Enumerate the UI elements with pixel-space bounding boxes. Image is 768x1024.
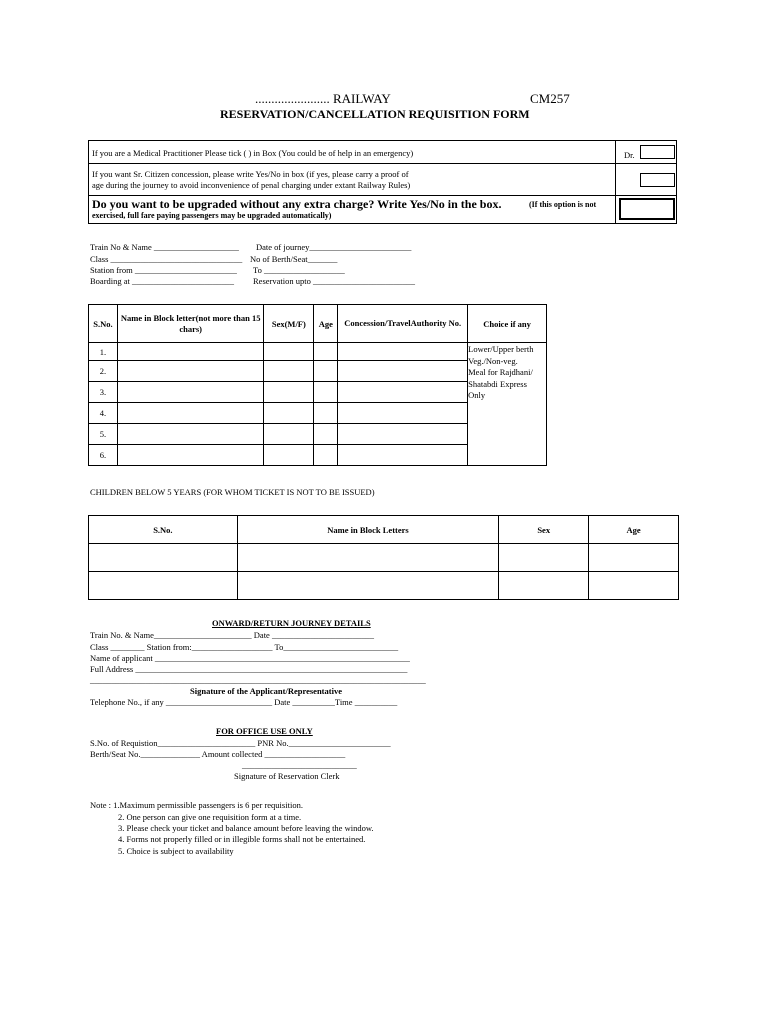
child-age-cell[interactable]	[589, 544, 679, 572]
concession-cell[interactable]	[338, 343, 468, 361]
upgrade-question: Do you want to be upgraded without any extra charge? Write Yes/No in the box.	[92, 197, 502, 211]
concession-cell[interactable]	[338, 361, 468, 382]
onward-class-field[interactable]: Class ________ Station from:___________________ To___________________________	[90, 642, 399, 652]
child-sno-cell[interactable]	[89, 544, 238, 572]
reservation-upto-field[interactable]: Reservation upto ________________________	[253, 276, 415, 286]
children-title: CHILDREN BELOW 5 YEARS (FOR WHOM TICKET IS NOT TO BE ISSUED)	[90, 487, 375, 497]
telephone-field[interactable]: Telephone No., if any _________________________ Date __________Time __________	[90, 697, 398, 707]
senior-citizen-text-1: If you want Sr. Citizen concession, please write Yes/No in box (if yes, please carry a proof of	[92, 169, 409, 179]
name-cell[interactable]	[117, 403, 263, 424]
note-4: 4. Forms not properly filled or in illegible forms shall not be entertained.	[118, 834, 366, 844]
age-cell[interactable]	[314, 382, 338, 403]
sex-cell[interactable]	[264, 382, 314, 403]
name-cell[interactable]	[117, 343, 263, 361]
child-sex-cell[interactable]	[499, 572, 589, 600]
note-1: Note : 1.Maximum permissible passengers is 6 per requisition.	[90, 800, 303, 810]
note-2: 2. One person can give one requisition form at a time.	[118, 812, 302, 822]
header-name: Name in Block letter(not more than 15 chars)	[117, 305, 263, 343]
age-cell[interactable]	[314, 361, 338, 382]
form-code: CM257	[530, 91, 570, 106]
senior-citizen-box[interactable]	[640, 173, 675, 187]
child-name-cell[interactable]	[237, 572, 499, 600]
concession-cell[interactable]	[338, 445, 468, 466]
row-number: 1.	[89, 343, 118, 361]
age-cell[interactable]	[314, 403, 338, 424]
form-title: RESERVATION/CANCELLATION REQUISITION FORM	[220, 107, 530, 121]
row-number: 2.	[89, 361, 118, 382]
note-3: 3. Please check your ticket and balance amount before leaving the window.	[118, 823, 374, 833]
age-cell[interactable]	[314, 424, 338, 445]
medical-practitioner-text: If you are a Medical Practitioner Please tick ( ) in Box (You could be of help in an emergency)	[92, 148, 414, 158]
clerk-signature-line: ___________________________	[242, 760, 357, 770]
concession-cell[interactable]	[338, 403, 468, 424]
train-no-name-field[interactable]: Train No & Name ____________________	[90, 242, 239, 252]
applicant-signature-label: Signature of the Applicant/Representative	[190, 686, 342, 696]
divider	[615, 140, 616, 224]
concession-cell[interactable]	[338, 382, 468, 403]
choice-only: Only	[468, 390, 486, 400]
header-concession: Concession/TravelAuthority No.	[338, 305, 468, 343]
table-row	[89, 572, 679, 600]
date-of-journey-field[interactable]: Date of journey________________________	[256, 242, 412, 252]
divider	[88, 163, 677, 164]
boarding-at-field[interactable]: Boarding at ________________________	[90, 276, 235, 286]
choice-shatabdi: Shatabdi Express	[468, 378, 527, 389]
row-number: 6.	[89, 445, 118, 466]
children-table	[88, 515, 679, 600]
child-header-age: Age	[589, 516, 679, 544]
upgrade-note-2: exercised, full fare paying passengers may be upgraded automatically)	[92, 211, 332, 220]
onward-train-field[interactable]: Train No. & Name_______________________ Date ________________________	[90, 630, 374, 640]
row-number: 3.	[89, 382, 118, 403]
onward-title: ONWARD/RETURN JOURNEY DETAILS	[212, 618, 371, 628]
header-age: Age	[314, 305, 338, 343]
name-cell[interactable]	[117, 424, 263, 445]
station-from-field[interactable]: Station from ________________________	[90, 265, 237, 275]
name-cell[interactable]	[117, 361, 263, 382]
note-5: 5. Choice is subject to availability	[118, 846, 234, 856]
table-header-row	[89, 305, 547, 343]
row-number: 5.	[89, 424, 118, 445]
clerk-signature-label: Signature of Reservation Clerk	[234, 771, 340, 781]
child-name-cell[interactable]	[237, 544, 499, 572]
sex-cell[interactable]	[264, 403, 314, 424]
choice-veg: Veg./Non-veg.	[468, 355, 518, 366]
to-field[interactable]: To ___________________	[253, 265, 345, 275]
upgrade-box[interactable]	[619, 198, 675, 220]
header-sex: Sex(M/F)	[264, 305, 314, 343]
child-age-cell[interactable]	[589, 572, 679, 600]
medical-checkbox[interactable]	[640, 145, 675, 159]
passenger-table	[88, 304, 547, 466]
dr-label: Dr.	[624, 150, 635, 160]
sex-cell[interactable]	[264, 343, 314, 361]
age-cell[interactable]	[314, 343, 338, 361]
upgrade-note: (If this option is not	[529, 200, 597, 209]
child-header-sno: S.No.	[89, 516, 238, 544]
concession-cell[interactable]	[338, 424, 468, 445]
age-cell[interactable]	[314, 445, 338, 466]
name-cell[interactable]	[117, 382, 263, 403]
class-field[interactable]: Class _______________________________	[90, 254, 243, 264]
address-line-2[interactable]: _______________________________________________________________________________	[90, 675, 426, 685]
choice-cell	[468, 343, 547, 466]
choice-berth: Lower/Upper berth	[468, 344, 534, 354]
table-row	[89, 544, 679, 572]
child-sno-cell[interactable]	[89, 572, 238, 600]
applicant-name-field[interactable]: Name of applicant ____________________________________________________________	[90, 653, 410, 663]
sex-cell[interactable]	[264, 445, 314, 466]
berth-amount-field[interactable]: Berth/Seat No.______________ Amount collected ___________________	[90, 749, 346, 759]
requisition-no-field[interactable]: S.No. of Requistion_______________________ PNR No.________________________	[90, 738, 391, 748]
sex-cell[interactable]	[264, 424, 314, 445]
header-sno: S.No.	[89, 305, 118, 343]
header-choice: Choice if any	[468, 305, 547, 343]
railway-name: ....................... RAILWAY	[255, 91, 391, 106]
child-sex-cell[interactable]	[499, 544, 589, 572]
child-header-sex: Sex	[499, 516, 589, 544]
office-use-title: FOR OFFICE USE ONLY	[216, 726, 313, 736]
berth-seat-field[interactable]: No of Berth/Seat_______	[250, 254, 338, 264]
name-cell[interactable]	[117, 445, 263, 466]
choice-meal: Meal for Rajdhani/	[468, 367, 533, 377]
sex-cell[interactable]	[264, 361, 314, 382]
row-number: 4.	[89, 403, 118, 424]
table-header-row	[89, 516, 679, 544]
full-address-field[interactable]: Full Address ________________________________________________________________	[90, 664, 408, 674]
senior-citizen-text-2: age during the journey to avoid inconvenience of penal charging under extant Railway Rules)	[92, 180, 411, 190]
divider	[88, 195, 677, 196]
table-row	[89, 343, 547, 361]
child-header-name: Name in Block Letters	[237, 516, 499, 544]
